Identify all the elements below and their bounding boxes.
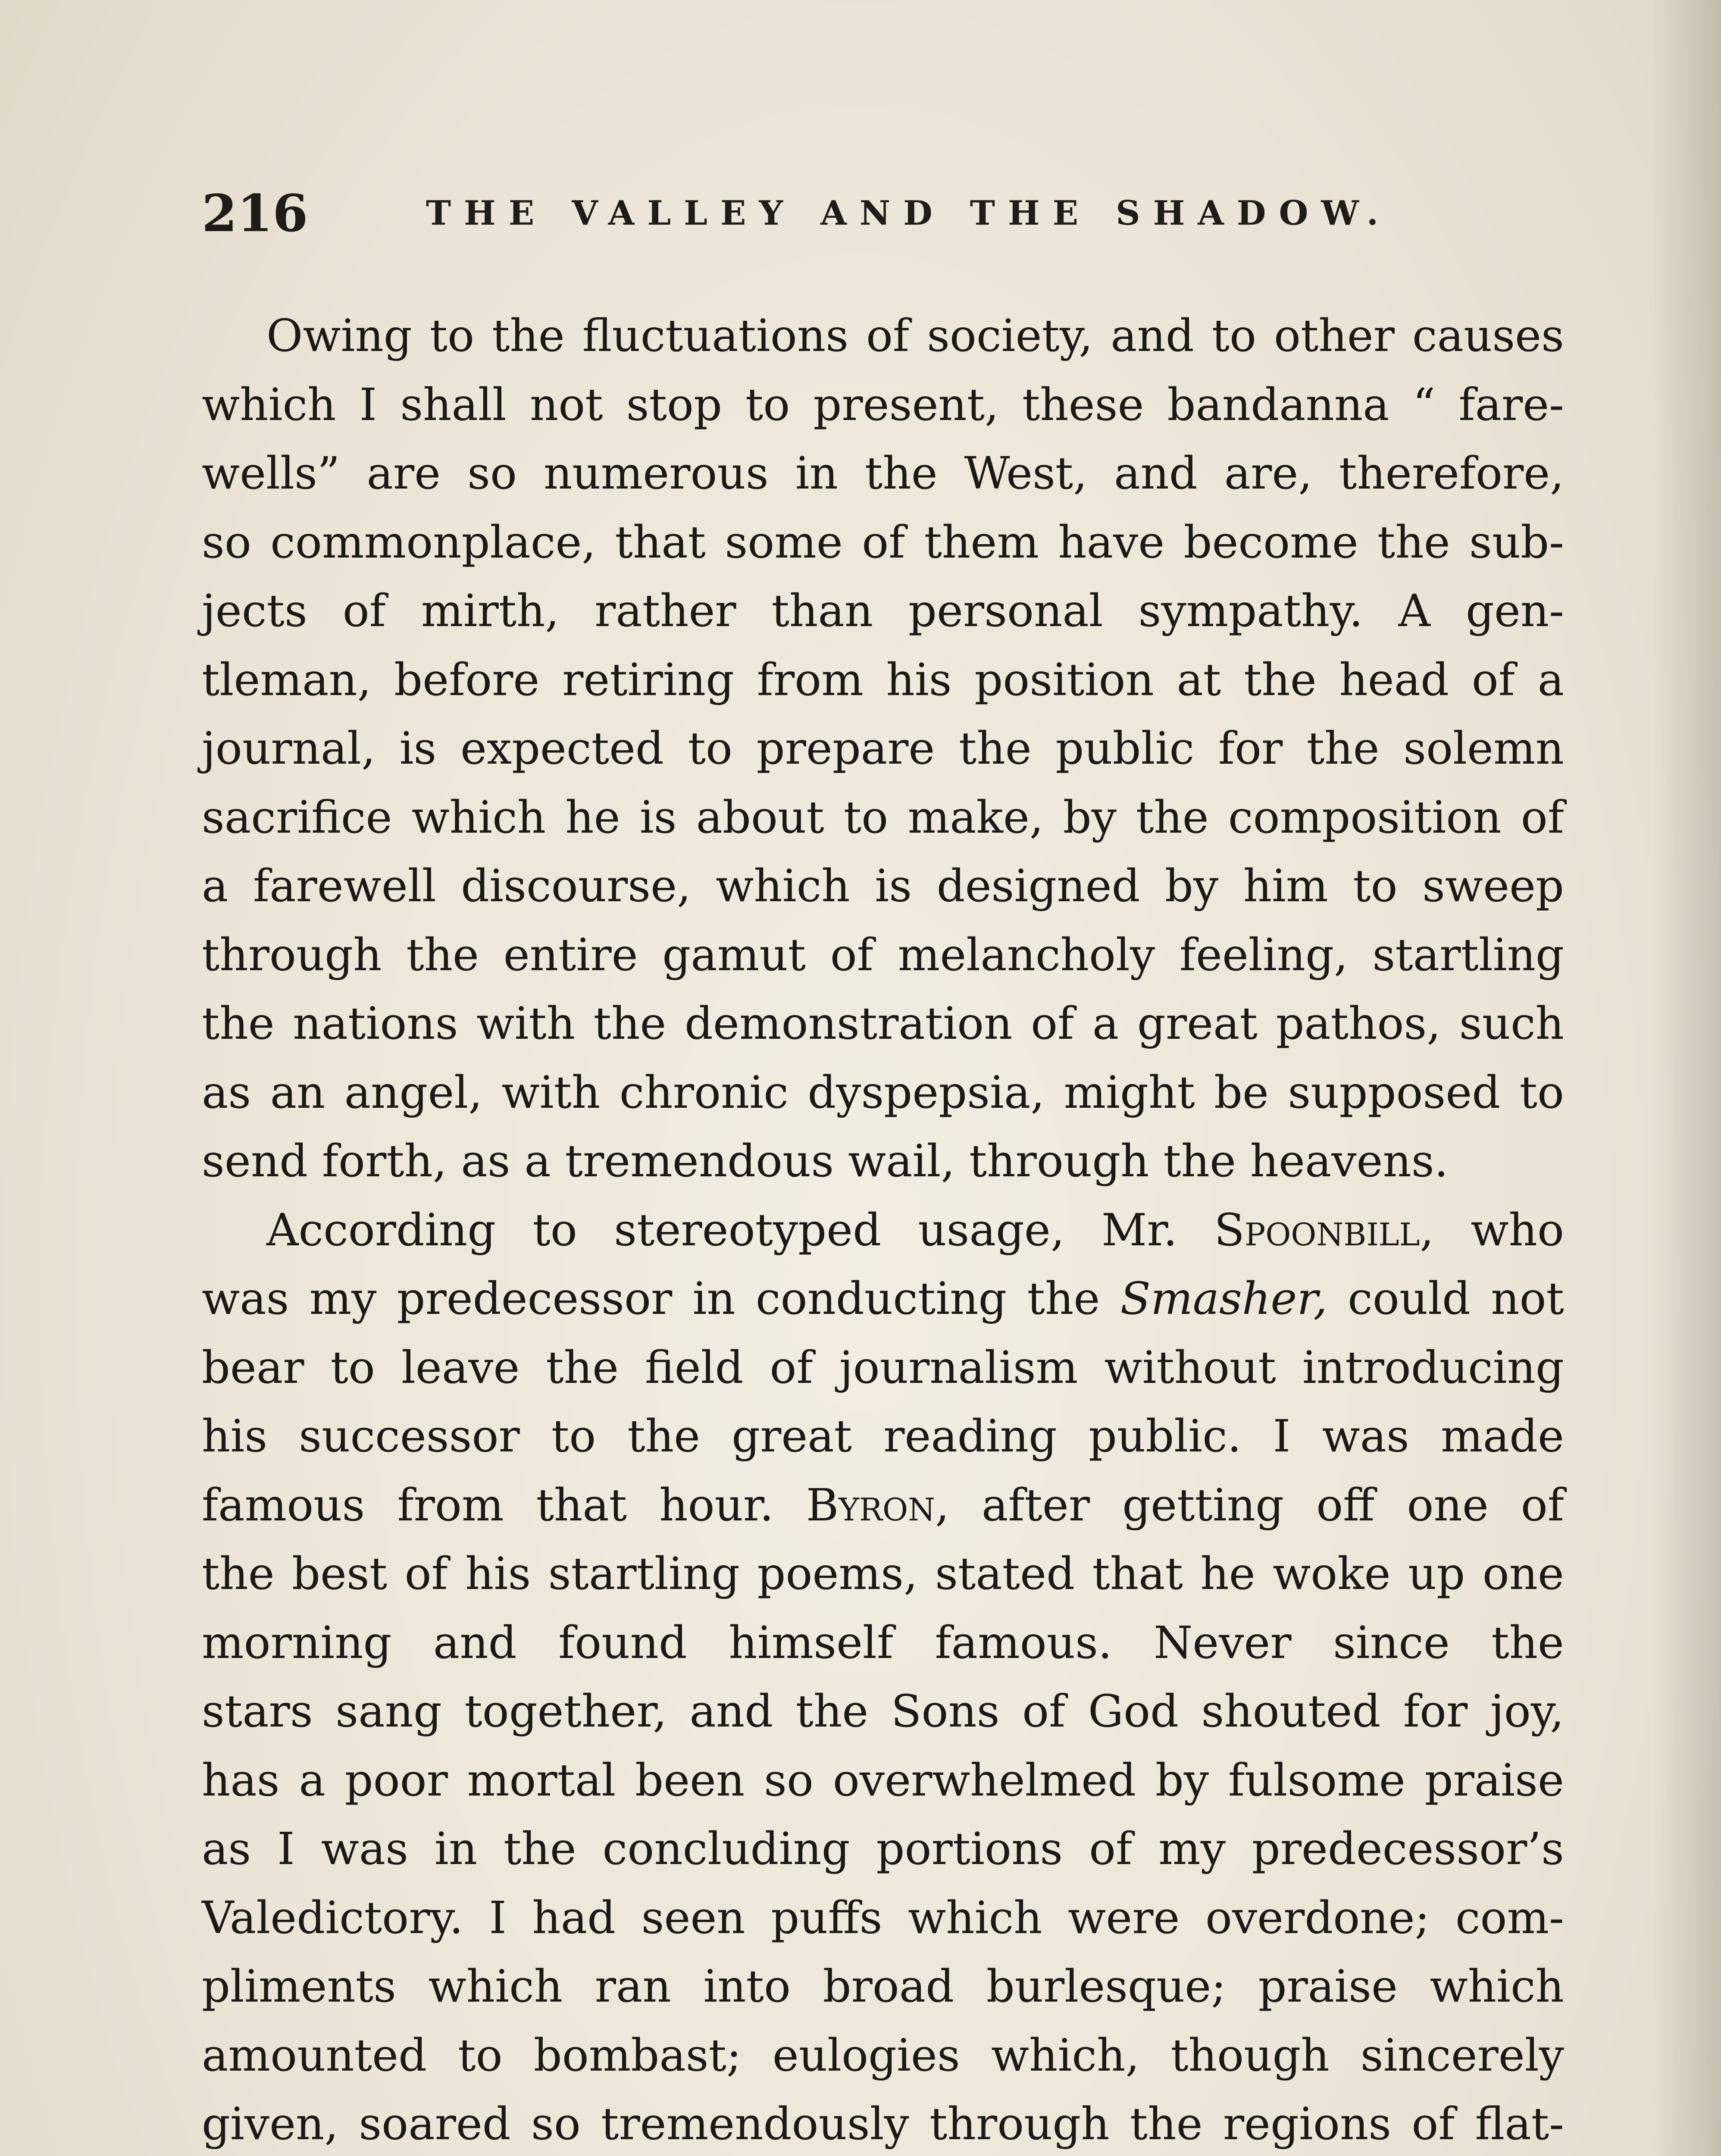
text-line: so commonplace, that some of them have become the sub-	[202, 516, 1564, 568]
text-line: the nations with the demonstration of a great pathos, such	[202, 998, 1564, 1050]
text-line: as I was in the concluding portions of my predecessor’s	[202, 1823, 1564, 1875]
page-header	[202, 181, 1616, 246]
italic-title: Smasher,	[1120, 1273, 1327, 1325]
running-head: THE VALLEY AND THE SHADOW.	[426, 194, 1391, 233]
text-line: the best of his startling poems, stated that he woke up one	[202, 1548, 1564, 1600]
text-line: stars sang together, and the Sons of God shouted for joy,	[202, 1686, 1564, 1737]
paragraph	[202, 302, 1564, 1196]
page-number: 216	[202, 183, 308, 243]
text-line: Valedictory. I had seen puffs which were overdone; com-	[202, 1892, 1564, 1944]
text-line: famous from that hour. Byron, after getting off one of	[202, 1479, 1564, 1531]
text-line: Owing to the fluctuations of society, and to other causes	[266, 310, 1564, 362]
text-line: as an angel, with chronic dyspepsia, might be supposed to	[202, 1066, 1564, 1119]
text-line: bear to leave the field of journalism without introducing	[202, 1341, 1564, 1394]
text-line: amounted to bombast; eulogies which, though sincerely	[202, 2029, 1564, 2081]
text-line: has a poor mortal been so overwhelmed by fulsome praise	[202, 1754, 1564, 1806]
text-line: send forth, as a tremendous wail, through the heavens.	[202, 1135, 1449, 1187]
text-line: sacrifice which he is about to make, by the composition of	[202, 791, 1564, 843]
text-line: given, soared so tremendously through the regions of flat-	[202, 2098, 1564, 2150]
text-line: According to stereotyped usage, Mr. Spoonbill, who	[266, 1204, 1564, 1256]
paragraph	[202, 1196, 1564, 2156]
text-line: wells” are so numerous in the West, and are, therefore,	[202, 448, 1564, 499]
text-line: a farewell discourse, which is designed by him to sweep	[202, 860, 1564, 912]
text-line: which I shall not stop to present, these bandanna “ fare-	[202, 379, 1564, 431]
name-small-caps: Byron	[806, 1479, 936, 1531]
text-line: was my predecessor in conducting the Smasher, could not	[202, 1273, 1564, 1325]
text-line: tleman, before retiring from his position at the head of a	[202, 654, 1564, 706]
text-line: through the entire gamut of melancholy feeling, startling	[202, 929, 1564, 981]
text-line: morning and found himself famous. Never since the	[202, 1617, 1564, 1669]
body-text	[202, 302, 1564, 2156]
text-line: his successor to the great reading public. I was made	[202, 1410, 1564, 1462]
name-small-caps: Spoonbill	[1214, 1204, 1420, 1256]
text-line: pliments which ran into broad burlesque; praise which	[202, 1961, 1564, 2012]
text-line: journal, is expected to prepare the public for the solemn	[202, 723, 1564, 774]
page-edge-shadow	[1652, 0, 1721, 2156]
text-line: jects of mirth, rather than personal sympathy. A gen-	[202, 585, 1564, 637]
